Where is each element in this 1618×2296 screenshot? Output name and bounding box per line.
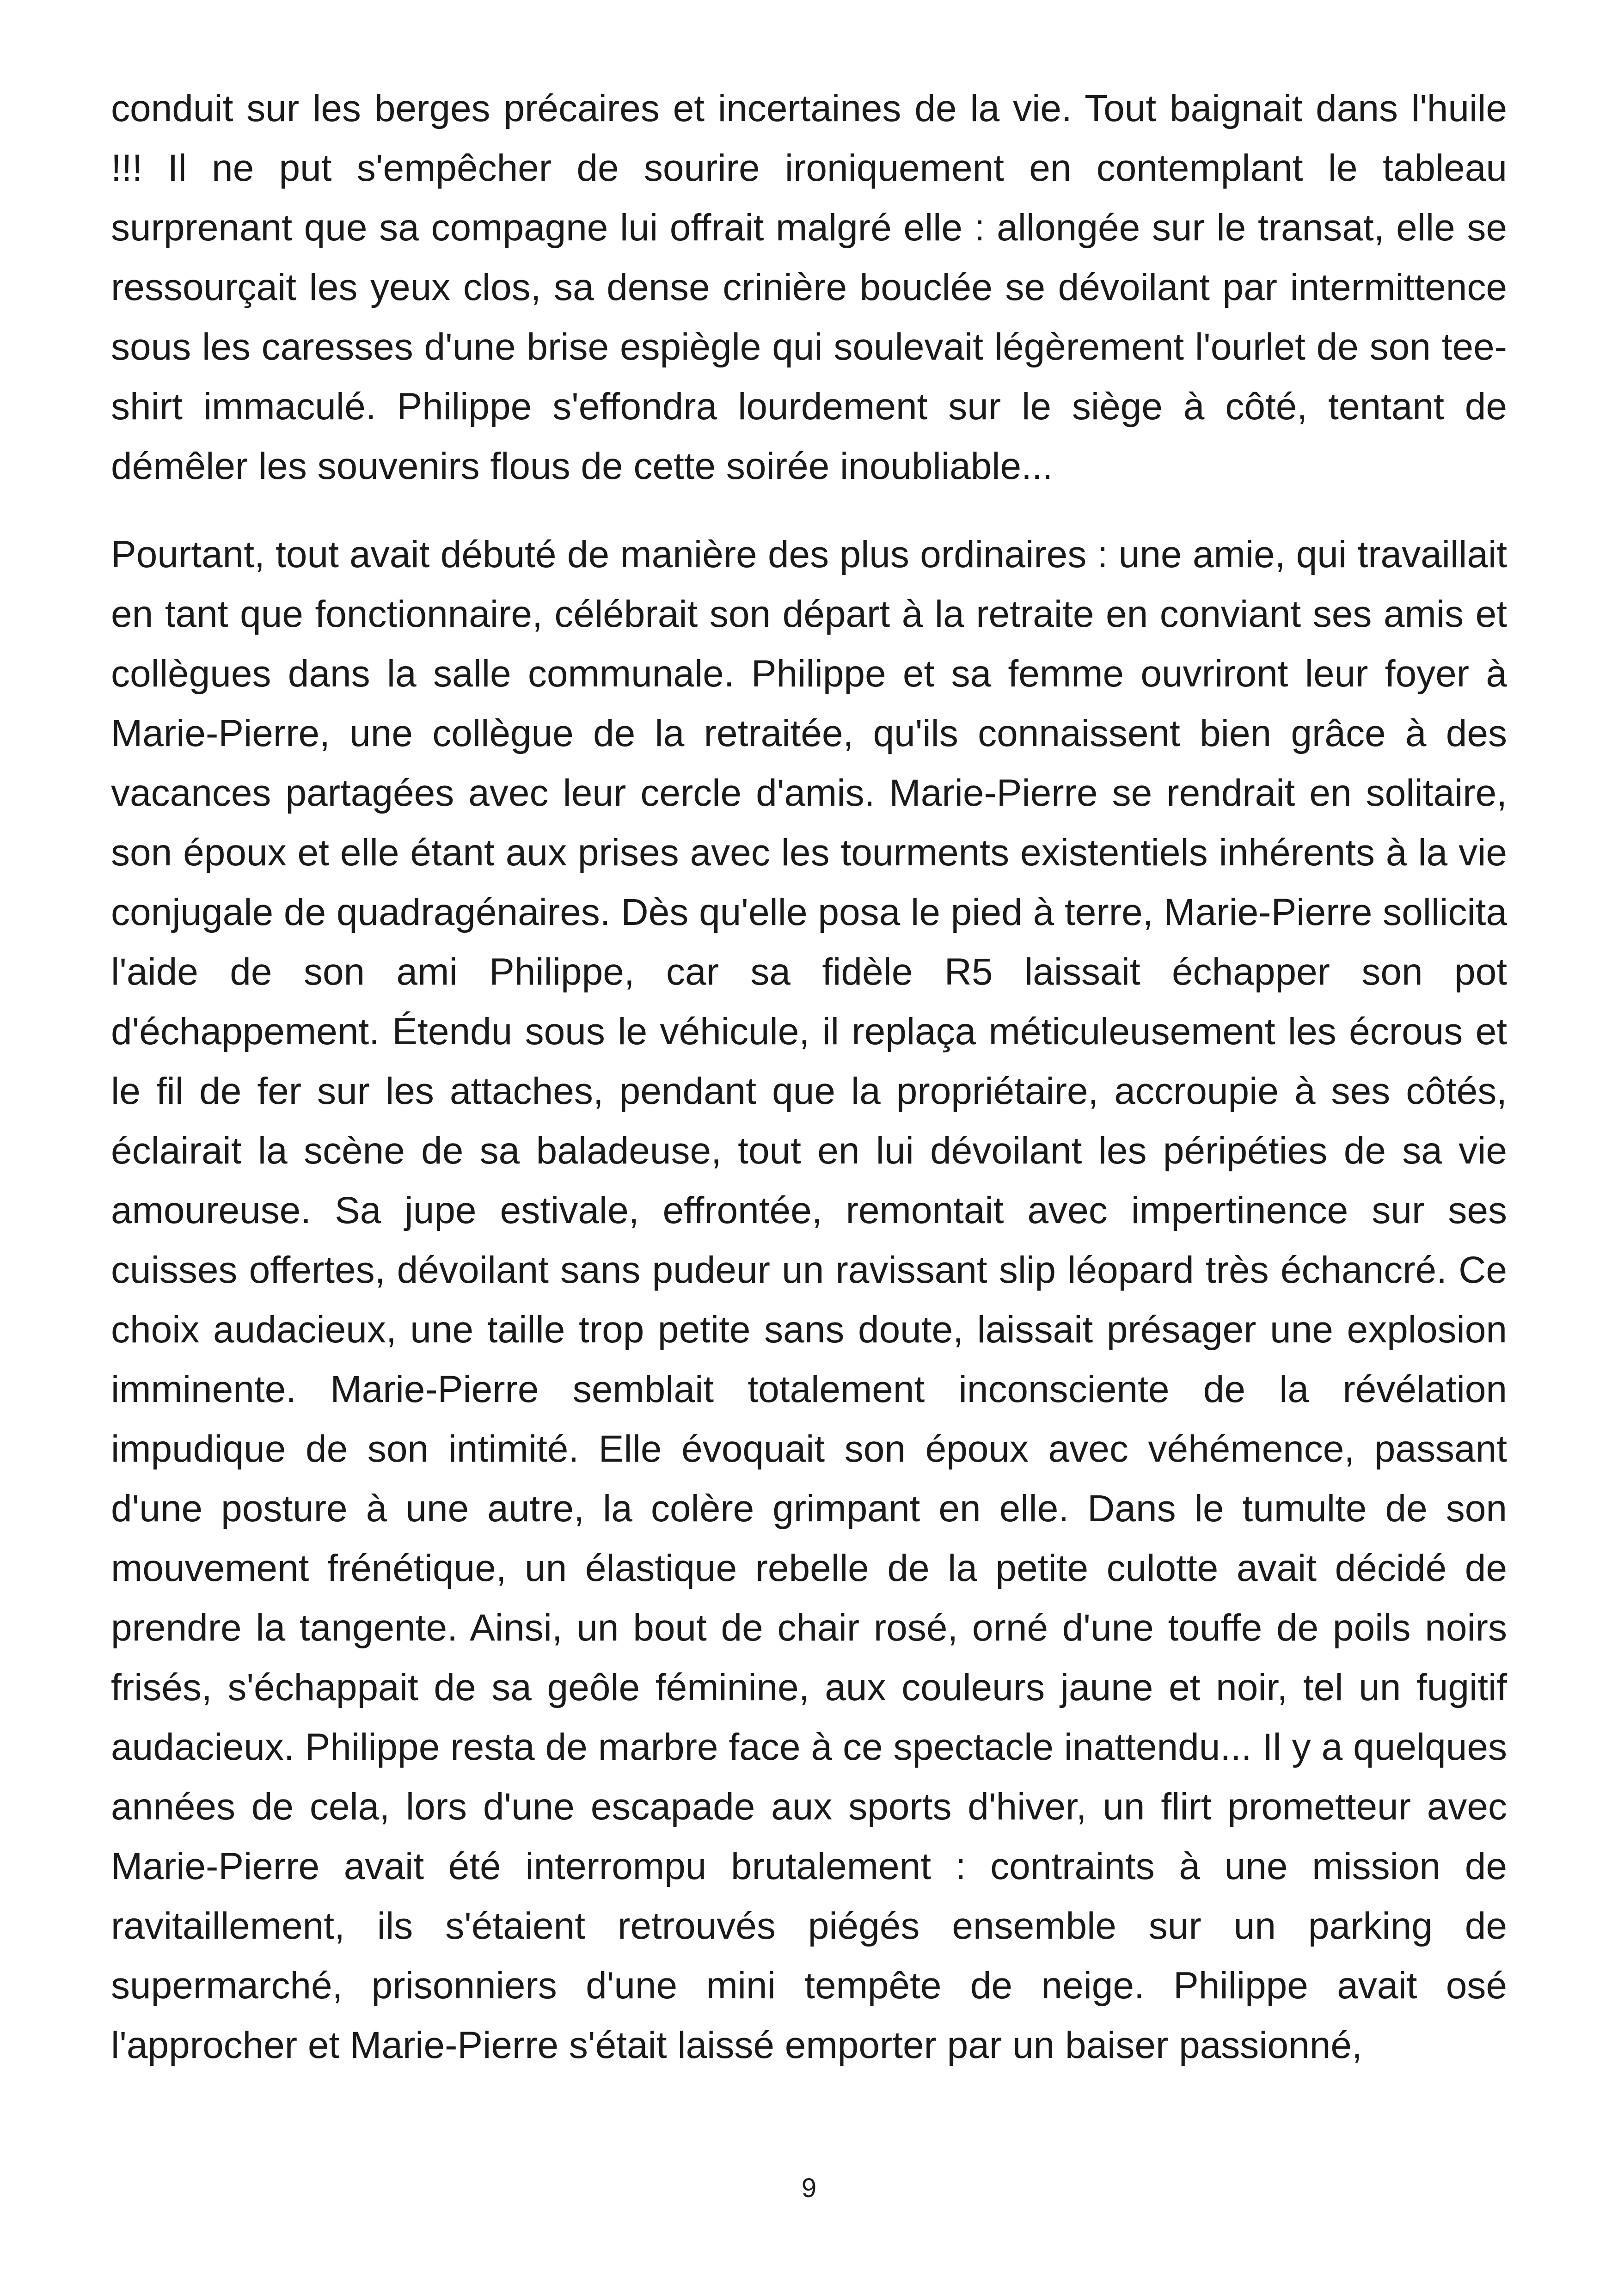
body-text	[111, 79, 1507, 2104]
page-number: 9	[801, 2173, 817, 2203]
paragraph-2: Pourtant, tout avait débuté de manière des plus ordinaires : une amie, qui travaillait en tant que fonctionnaire, célébrait son départ à la retraite en conviant ses amis et collègues dans la salle communale. Philippe et sa femme ouvriront leur foyer à Marie-Pierre, une collègue de la retraitée, qu'ils connaissent bien grâce à des vacances partagées avec leur cercle d'amis. Marie-Pierre se rendrait en solitaire, son époux et elle étant aux prises avec les tourments existentiels inhérents à la vie conjugale de quadragénaires. Dès qu'elle posa le pied à terre, Marie-Pierre sollicita l'aide de son ami Philippe, car sa fidèle R5 laissait échapper son pot d'échappement. Étendu sous le véhicule, il replaça méticuleusement les écrous et le fil de fer sur les attaches, pendant que la propriétaire, accroupie à ses côtés, éclairait la scène de sa baladeuse, tout en lui dévoilant les péripéties de sa vie amoureuse. Sa jupe estivale, effrontée, remontait avec impertinence sur ses cuisses offertes, dévoilant sans pudeur un ravissant slip léopard très échancré. Ce choix audacieux, une taille trop petite sans doute, laissait présager une explosion imminente. Marie-Pierre semblait totalement inconsciente de la révélation impudique de son intimité. Elle évoquait son époux avec véhémence, passant d'une posture à une autre, la colère grimpant en elle. Dans le tumulte de son mouvement frénétique, un élastique rebelle de la petite culotte avait décidé de prendre la tangente. Ainsi, un bout de chair rosé, orné d'une touffe de poils noirs frisés, s'échappait de sa geôle féminine, aux couleurs jaune et noir, tel un fugitif audacieux. Philippe resta de marbre face à ce spectacle inattendu... Il y a quelques années de cela, lors d'une escapade aux sports d'hiver, un flirt prometteur avec Marie-Pierre avait été interrompu brutalement : contraints à une mission de ravitaillement, ils s'étaient retrouvés piégés ensemble sur un parking de supermarché, prisonniers d'une mini tempête de neige. Philippe avait osé l'approcher et Marie-Pierre s'était laissé emporter par un baiser passionné,	[111, 533, 1507, 2066]
paragraph-1: conduit sur les berges précaires et incertaines de la vie. Tout baignait dans l'huile !!! Il ne put s'empêcher de sourire ironiquement en contemplant le tableau surprenant que sa compagne lui offrait malgré elle : allongée sur le transat, elle se ressourçait les yeux clos, sa dense crinière bouclée se dévoilant par intermittence sous les caresses d'une brise espiègle qui soulevait légèrement l'ourlet de son tee-shirt immaculé. Philippe s'effondra lourdement sur le siège à côté, tentant de démêler les souvenirs flous de cette soirée inoubliable...	[111, 87, 1507, 487]
